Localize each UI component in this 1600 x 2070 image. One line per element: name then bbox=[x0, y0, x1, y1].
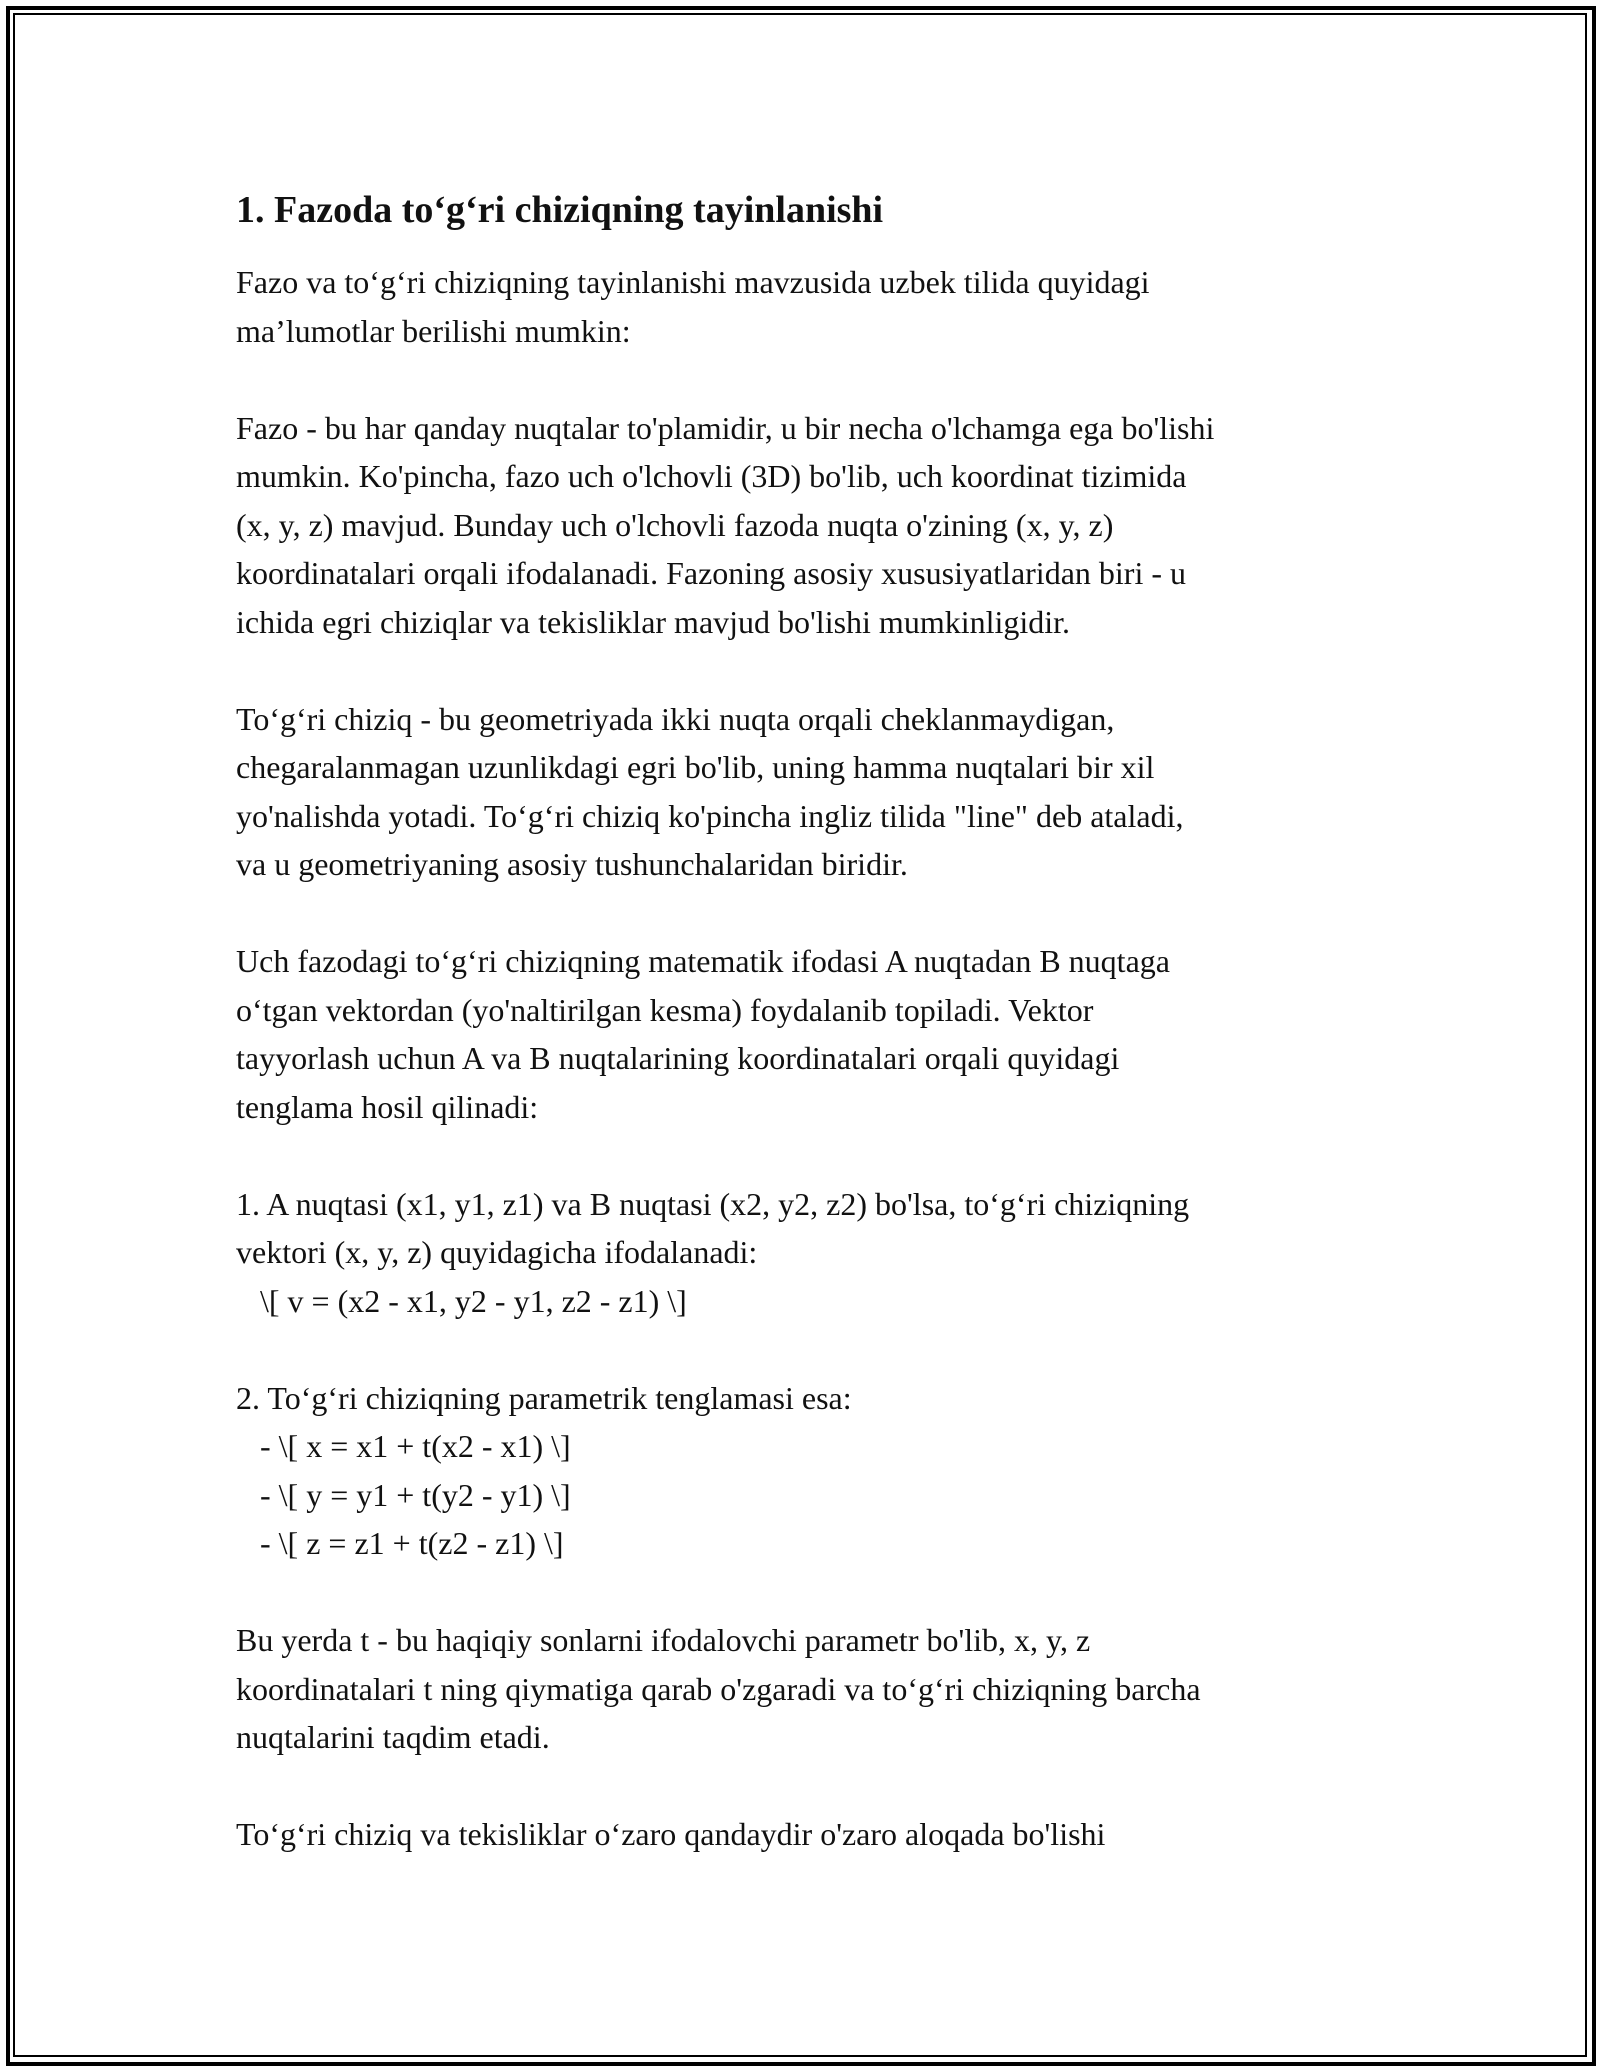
formula-line: - \[ z = z1 + t(z2 - z1) \] bbox=[236, 1525, 564, 1561]
text-line: ichida egri chiziqlar va tekisliklar mavjud bo'lishi mumkinligidir. bbox=[236, 603, 1071, 640]
text-line: ma’lumotlar berilishi mumkin: bbox=[236, 312, 631, 349]
text-line: va u geometriyaning asosiy tushunchalaridan biridir. bbox=[236, 846, 908, 882]
formula-line: \[ v = (x2 - x1, y2 - y1, z2 - z1) \] bbox=[236, 1282, 687, 1319]
text-line: o‘tgan vektordan (yo'naltirilgan kesma) foydalanib topiladi. Vektor bbox=[236, 991, 1094, 1028]
text-line: nuqtalarini taqdim etadi. bbox=[236, 1719, 550, 1755]
text-line: 1. A nuqtasi (x1, y1, z1) va B nuqtasi (x2, y2, z2) bo'lsa, to‘g‘ri chiziqning bbox=[236, 1185, 1190, 1222]
text-line: tayyorlash uchun A va B nuqtalarining koordinatalari orqali quyidagi bbox=[236, 1040, 1120, 1076]
text-line: To‘g‘ri chiziq - bu geometriyada ikki nuqta orqali cheklanmaydigan, bbox=[236, 700, 1115, 737]
text-line: 2. To‘g‘ri chiziqning parametrik tenglamasi esa: bbox=[236, 1379, 852, 1416]
paragraph-closing bbox=[236, 1810, 1376, 1859]
text-line: Fazo va to‘g‘ri chiziqning tayinlanishi mavzusida uzbek tilida quyidagi bbox=[236, 264, 1150, 300]
text-line: koordinatalari orqali ifodalanadi. Fazoning asosiy xususiyatlaridan biri - u bbox=[236, 555, 1186, 591]
formula-line: - \[ y = y1 + t(y2 - y1) \] bbox=[236, 1476, 571, 1513]
paragraph-line-definition bbox=[236, 695, 1376, 889]
text-line: To‘g‘ri chiziq va tekisliklar o‘zaro qandaydir o'zaro aloqada bo'lishi bbox=[236, 1816, 1106, 1852]
text-line: chegaralanmagan uzunlikdagi egri bo'lib, uning hamma nuqtalari bir xil bbox=[236, 749, 1155, 785]
list-item-parametric-equations bbox=[236, 1374, 1376, 1568]
text-line: (x, y, z) mavjud. Bunday uch o'lchovli fazoda nuqta o'zining (x, y, z) bbox=[236, 506, 1114, 543]
formula-line: - \[ x = x1 + t(x2 - x1) \] bbox=[236, 1428, 571, 1464]
text-line: Uch fazodagi to‘g‘ri chiziqning matematik ifodasi A nuqtadan B nuqtaga bbox=[236, 943, 1170, 979]
text-line: yo'nalishda yotadi. To‘g‘ri chiziq ko'pincha ingliz tilida "line" deb ataladi, bbox=[236, 797, 1184, 834]
paragraph-parameter-explanation bbox=[236, 1616, 1376, 1762]
text-line: vektori (x, y, z) quyidagicha ifodalanadi: bbox=[236, 1234, 758, 1270]
text-line: tenglama hosil qilinadi: bbox=[236, 1088, 539, 1125]
list-item-vector-formula bbox=[236, 1180, 1376, 1326]
text-line: Bu yerda t - bu haqiqiy sonlarni ifodalovchi parametr bo'lib, x, y, z bbox=[236, 1622, 1091, 1658]
section-heading: 1. Fazoda to‘g‘ri chiziqning tayinlanishi bbox=[236, 189, 884, 231]
text-line: Fazo - bu har qanday nuqtalar to'plamidir, u bir necha o'lchamga ega bo'lishi bbox=[236, 409, 1215, 446]
paragraph-vector-intro bbox=[236, 937, 1376, 1131]
paragraph-fazo-definition bbox=[236, 404, 1376, 647]
paragraph-intro bbox=[236, 258, 1376, 355]
text-line: koordinatalari t ning qiymatiga qarab o'zgaradi va to‘g‘ri chiziqning barcha bbox=[236, 1670, 1201, 1707]
text-line: mumkin. Ko'pincha, fazo uch o'lchovli (3D) bo'lib, uch koordinat tizimida bbox=[236, 458, 1187, 494]
document-body bbox=[236, 186, 1376, 1907]
